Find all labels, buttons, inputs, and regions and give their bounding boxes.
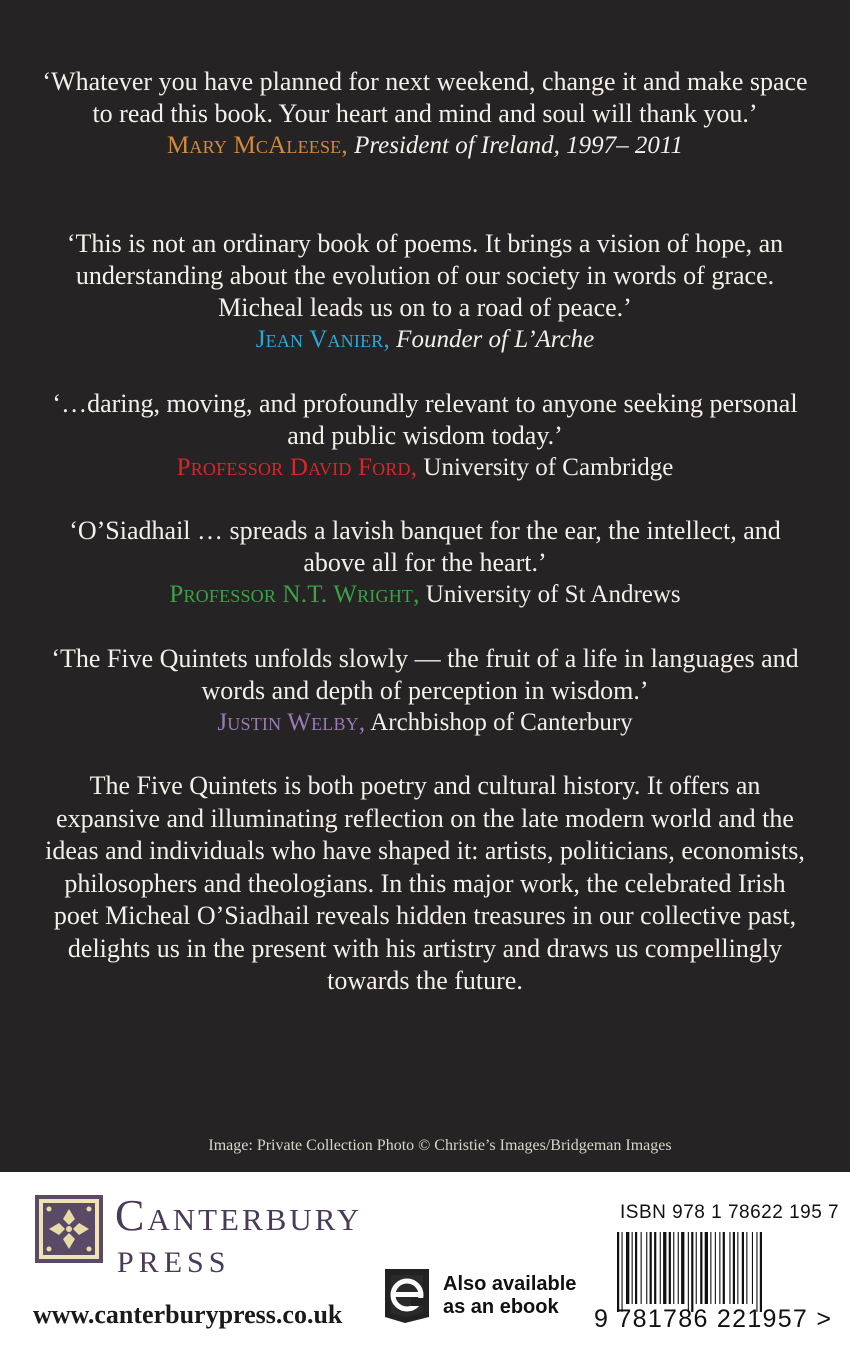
cover-footer bbox=[0, 1172, 850, 1360]
barcode-bar bbox=[688, 1232, 689, 1312]
attribution-role: President of Ireland, 1997– 2011 bbox=[347, 132, 683, 159]
barcode-icon bbox=[615, 1232, 815, 1312]
barcode-bar bbox=[673, 1232, 674, 1304]
attribution-name: Mary McAleese, bbox=[167, 132, 348, 159]
barcode-bar bbox=[760, 1232, 762, 1312]
quote-attribution bbox=[40, 707, 810, 739]
barcode-bar bbox=[710, 1232, 711, 1304]
quote-vanier bbox=[40, 228, 810, 356]
barcode-bar bbox=[681, 1232, 684, 1304]
barcode-bar bbox=[660, 1232, 661, 1304]
publisher-press: PRESS bbox=[117, 1246, 231, 1279]
barcode-bar bbox=[723, 1232, 725, 1304]
quote-attribution bbox=[40, 130, 810, 162]
isbn-label: ISBN 978 1 78622 195 7 bbox=[620, 1202, 840, 1223]
ebook-line-2: as an ebook bbox=[443, 1296, 559, 1318]
barcode-bar bbox=[691, 1232, 693, 1312]
barcode-bar bbox=[719, 1232, 720, 1304]
quote-text: ‘O’Siadhail … spreads a lavish banquet for the ear, the intellect, and above all for the heart.’ bbox=[69, 516, 781, 577]
barcode-bar bbox=[715, 1232, 716, 1304]
canterbury-cross-logo-icon bbox=[35, 1195, 103, 1263]
barcode-bar bbox=[696, 1232, 697, 1304]
barcode-bar bbox=[742, 1232, 744, 1304]
barcode-bar bbox=[617, 1232, 619, 1312]
attribution-name: Jean Vanier, bbox=[255, 326, 390, 353]
barcode-bar bbox=[663, 1232, 666, 1304]
barcode-bar bbox=[641, 1232, 642, 1304]
attribution-role: Founder of L’Arche bbox=[389, 326, 595, 353]
attribution-role: Archbishop of Canterbury bbox=[365, 709, 633, 736]
barcode-bar bbox=[705, 1232, 708, 1304]
barcode-bar bbox=[622, 1232, 623, 1312]
quote-mcaleese bbox=[40, 66, 810, 162]
book-description: The Five Quintets is both poetry and cultural history. It offers an expansive and illuminating reflection on the late modern world and the ideas and individuals who have shaped it: artists, politicians, economists, philosophers and theologians. In this major work, the celebrated Irish poet Micheal O’Siadhail reveals hidden treasures in our collective past, delights us in the present with his artistry and draws us compellingly towards the future. bbox=[45, 771, 805, 995]
barcode-bar bbox=[737, 1232, 738, 1304]
barcode-bar bbox=[654, 1232, 656, 1304]
image-credit: Image: Private Collection Photo © Christie’s Images/Bridgeman Images bbox=[208, 1137, 672, 1154]
attribution-name: Professor David Ford, bbox=[176, 454, 418, 481]
ebook-notice bbox=[375, 1265, 585, 1327]
barcode-bar bbox=[752, 1232, 753, 1304]
quote-text: ‘Whatever you have planned for next weekend, change it and make space to read this book. Your heart and mind and soul will thank you.’ bbox=[42, 67, 808, 128]
ebook-line-1: Also available bbox=[443, 1273, 577, 1295]
quote-text: ‘…daring, moving, and profoundly relevant to anyone seeking personal and public wisdom today.’ bbox=[52, 389, 798, 450]
attribution-name: Professor N.T. Wright, bbox=[169, 581, 420, 608]
barcode-bar bbox=[635, 1232, 637, 1304]
quote-wright bbox=[40, 515, 810, 611]
quote-attribution bbox=[40, 579, 810, 611]
attribution-role: University of Cambridge bbox=[417, 454, 674, 481]
quote-attribution bbox=[40, 324, 810, 356]
attribution-name: Justin Welby, bbox=[217, 709, 366, 736]
quote-welby bbox=[40, 643, 810, 739]
quote-ford bbox=[40, 388, 810, 484]
barcode-bar bbox=[650, 1232, 652, 1304]
quote-attribution bbox=[40, 452, 810, 484]
attribution-role: University of St Andrews bbox=[419, 581, 681, 608]
barcode-digits: 9 781786 221957 > bbox=[594, 1305, 833, 1333]
ebook-e-icon bbox=[375, 1265, 435, 1325]
barcode-bar bbox=[626, 1232, 629, 1304]
barcode-bar bbox=[669, 1232, 671, 1304]
barcode-bar bbox=[746, 1232, 747, 1304]
quote-text: ‘This is not an ordinary book of poems. It brings a vision of hope, an understanding about the evolution of our society in words of grace. Micheal leads us on to a road of peace.’ bbox=[66, 229, 784, 322]
barcode-bar bbox=[646, 1232, 647, 1304]
barcode-bar bbox=[756, 1232, 757, 1312]
barcode-bar bbox=[678, 1232, 679, 1304]
publisher-name: Canterbury bbox=[115, 1191, 363, 1240]
publisher-website: www.canterburypress.co.uk bbox=[33, 1300, 343, 1329]
barcode-bar bbox=[729, 1232, 730, 1304]
ebook-label bbox=[443, 1273, 576, 1319]
barcode-bar bbox=[700, 1232, 702, 1304]
barcode-bar bbox=[733, 1232, 735, 1304]
quote-text: ‘The Five Quintets unfolds slowly — the fruit of a life in languages and words and depth of perception in wisdom.’ bbox=[51, 644, 799, 705]
barcode-bar bbox=[632, 1232, 633, 1304]
